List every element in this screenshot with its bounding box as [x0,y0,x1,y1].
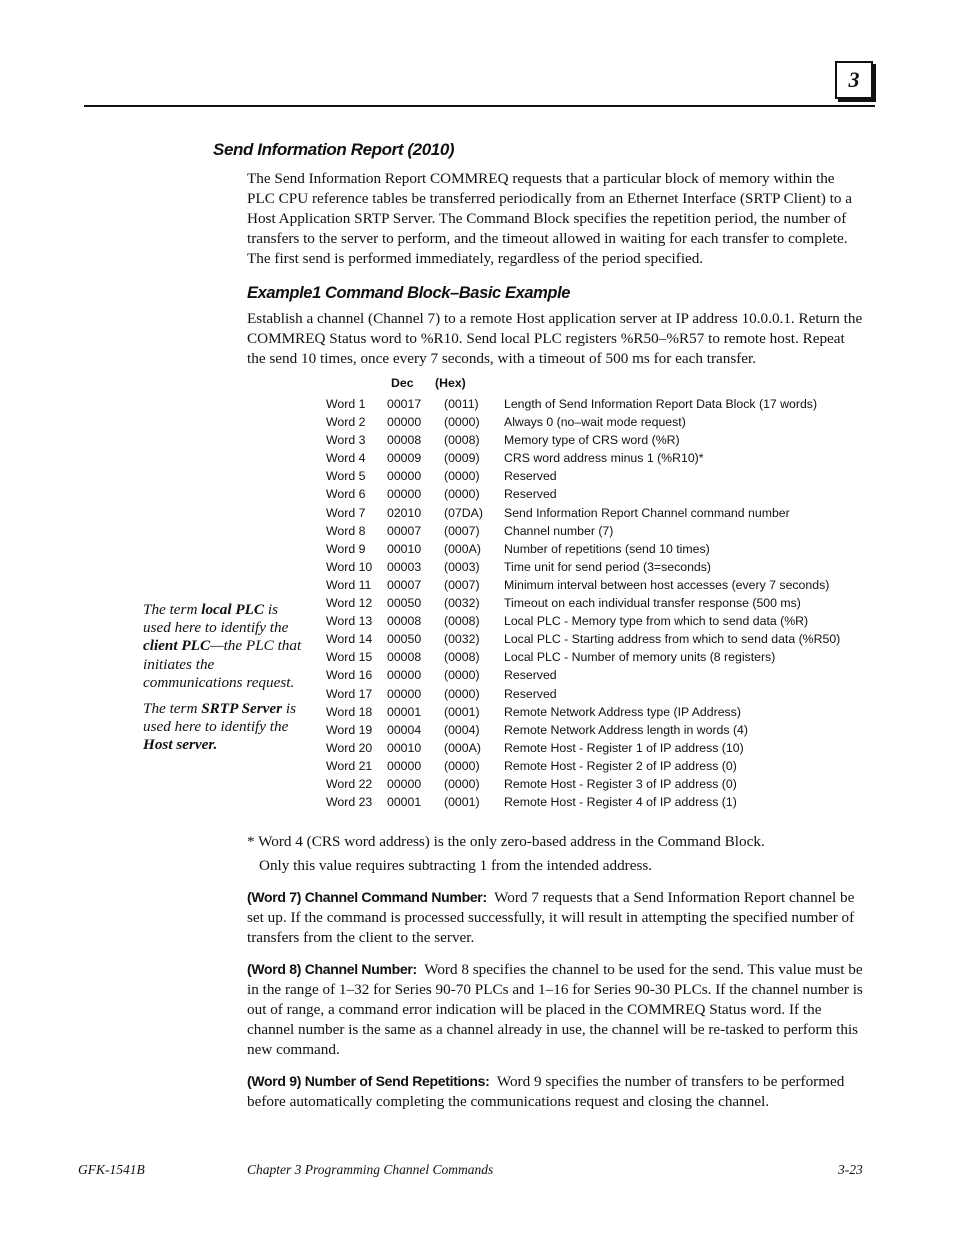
table-row [326,449,886,467]
word-cell: Word 4 [326,451,366,466]
word-cell: Word 2 [326,415,366,430]
table-row [326,504,886,522]
description-cell: Reserved [504,686,557,701]
word-cell: Word 10 [326,559,373,574]
word9-text: Word 9 specifies the number of transfers to be performed before automatically completing the communications request and closing the channel. [247,1073,845,1110]
description-cell: Minimum interval between host accesses (every 7 seconds) [504,577,830,592]
dec-cell: 00010 [387,541,422,556]
dec-cell: 00000 [387,487,422,502]
dec-cell: 00000 [387,668,422,683]
dec-cell: 00001 [387,704,422,719]
word-cell: Word 17 [326,686,373,701]
hex-cell: (0000) [444,415,480,430]
table-row [326,485,886,503]
dec-cell: 00001 [387,795,422,810]
command-block-rows [326,395,886,811]
hex-cell: (000A) [444,541,481,556]
example-title: Example1 Command Block–Basic Example [247,284,571,302]
table-row [326,757,886,775]
hex-cell: (0001) [444,795,480,810]
hex-cell: (0032) [444,596,480,611]
section-intro: The Send Information Report COMMREQ requests that a particular block of memory within the PLC CPU reference tables be transferred periodically from an Ethernet Interface (SRTP Client) to a Host Application SRTP Server. The Command Block specifies the repetition period, the number of transfers to the server to perform, and the timeout allowed in waiting for each transfer to complete. The first send is performed immediately, regardless of the period specified. [247,170,852,267]
table-row [326,413,886,431]
table-row [326,739,886,757]
table-row [326,612,886,630]
chapter-number-tab: 3 [835,61,873,99]
hex-cell: (0000) [444,668,480,683]
hex-cell: (0000) [444,758,480,773]
hex-cell: (0000) [444,686,480,701]
word-cell: Word 3 [326,433,366,448]
word8-label: (Word 8) Channel Number: [247,961,417,977]
dec-cell: 00000 [387,469,422,484]
description-cell: Memory type of CRS word (%R) [504,433,680,448]
word-cell: Word 13 [326,614,373,629]
word-cell: Word 16 [326,668,373,683]
word-cell: Word 6 [326,487,366,502]
word-cell: Word 9 [326,541,366,556]
dec-cell: 00008 [387,433,422,448]
word-cell: Word 1 [326,397,366,411]
dec-cell: 00050 [387,632,422,647]
footer-page-number: 3-23 [838,1162,863,1177]
hex-cell: (0011) [444,397,479,411]
table-row [326,630,886,648]
hex-cell: (07DA) [444,505,483,520]
word-cell: Word 11 [326,577,372,592]
description-cell: Remote Host - Register 4 of IP address (1) [504,795,737,810]
example-text: Establish a channel (Channel 7) to a remote Host application server at IP address 10.0.0.1. Return the COMMREQ Status word to %R10. Send local PLC registers %R50–%R57 to remote host. Repeat the send 10 times, once every 7 seconds, with a timeout of 500 ms for each transfer. [247,310,863,367]
table-row [326,467,886,485]
word-cell: Word 7 [326,505,366,520]
description-cell: Send Information Report Channel command number [504,505,790,520]
description-cell: CRS word address minus 1 (%R10)* [504,451,704,466]
description-cell: Local PLC - Starting address from which to send data (%R50) [504,632,841,647]
description-cell: Number of repetitions (send 10 times) [504,541,710,556]
footnote-line-1: * Word 4 (CRS word address) is the only zero-based address in the Command Block. [247,833,765,850]
hex-cell: (0003) [444,559,480,574]
table-row [326,431,886,449]
header-rule [84,105,875,107]
description-cell: Always 0 (no–wait mode request) [504,415,686,430]
dec-cell: 00017 [387,397,422,411]
hex-cell: (0008) [444,433,480,448]
dec-cell: 02010 [387,505,422,520]
dec-cell: 00000 [387,415,422,430]
table-row [326,558,886,576]
description-cell: Reserved [504,469,557,484]
dec-cell: 00007 [387,577,422,592]
hex-cell: (0008) [444,614,480,629]
word9-label: (Word 9) Number of Send Repetitions: [247,1073,490,1089]
word-cell: Word 21 [326,758,373,773]
description-cell: Reserved [504,668,557,683]
dec-cell: 00007 [387,523,422,538]
description-cell: Remote Network Address length in words (4) [504,722,748,737]
table-row [326,522,886,540]
dec-cell: 00008 [387,614,422,629]
word-cell: Word 5 [326,469,366,484]
dec-cell: 00009 [387,451,422,466]
word8-paragraph [247,959,863,1060]
hex-cell: (0032) [444,632,480,647]
description-cell: Reserved [504,487,557,502]
table-row [326,793,886,811]
description-cell: Remote Host - Register 1 of IP address (10) [504,740,744,755]
word-cell: Word 8 [326,523,366,538]
hex-cell: (0007) [444,577,480,592]
word-cell: Word 18 [326,704,373,719]
word8-text: Word 8 specifies the channel to be used for the send. This value must be in the range of 1–32 for Series 90-70 PLCs and 1–16 for Series 90-30 PLCs. If the channel number is out of range, a command error indication will be placed in the COMMREQ Status word. If the channel number is the same as a channel already in use, the channel will be re-tasked to perform this new command. [247,961,863,1058]
dec-cell: 00008 [387,650,422,665]
word-cell: Word 23 [326,795,373,810]
margin-note [143,601,303,763]
word9-paragraph [247,1071,863,1112]
description-cell: Remote Host - Register 3 of IP address (0) [504,776,737,791]
dec-cell: 00000 [387,758,422,773]
table-row [326,721,886,739]
hex-column-header: (Hex) [435,376,466,390]
margin-note-srtp-server: The term SRTP Server is used here to identify the Host server. [143,700,297,754]
word-cell: Word 15 [326,650,373,665]
table-row [326,576,886,594]
hex-cell: (0004) [444,722,480,737]
hex-cell: (0000) [444,487,480,502]
section-title: Send Information Report (2010) [213,140,455,159]
word7-text: Word 7 requests that a Send Information Report channel be set up. If the command is processed successfully, it will result in attempting the specified number of transfers from the client to the server. [247,889,855,946]
dec-cell: 00003 [387,559,422,574]
word-cell: Word 12 [326,596,373,611]
table-row [326,666,886,684]
table-row [326,775,886,793]
word-cell: Word 14 [326,632,373,647]
word7-paragraph [247,887,863,948]
description-cell: Remote Network Address type (IP Address) [504,704,741,719]
table-row [326,703,886,721]
table-row [326,395,886,413]
word-cell: Word 22 [326,776,373,791]
table-row [326,540,886,558]
dec-cell: 00000 [387,686,422,701]
footer-chapter: Chapter 3 Programming Channel Commands [247,1162,494,1177]
dec-cell: 00004 [387,722,422,737]
description-cell: Channel number (7) [504,523,614,538]
dec-cell: 00010 [387,740,422,755]
word-cell: Word 20 [326,740,373,755]
description-cell: Timeout on each individual transfer response (500 ms) [504,596,801,611]
footer-doc-number: GFK-1541B [78,1162,145,1177]
margin-note-local-plc: The term local PLC is used here to identify the client PLC—the PLC that initiates the communications request. [143,601,302,691]
hex-cell: (0007) [444,523,480,538]
hex-cell: (0008) [444,650,480,665]
hex-cell: (0009) [444,451,480,466]
table-row [326,685,886,703]
hex-cell: (0001) [444,704,480,719]
table-row [326,648,886,666]
dec-cell: 00000 [387,776,422,791]
description-cell: Remote Host - Register 2 of IP address (0) [504,758,737,773]
description-cell: Local PLC - Number of memory units (8 registers) [504,650,776,665]
table-row [326,594,886,612]
description-cell: Local PLC - Memory type from which to send data (%R) [504,614,809,629]
description-cell: Time unit for send period (3=seconds) [504,559,711,574]
hex-cell: (0000) [444,469,480,484]
description-cell: Length of Send Information Report Data Block (17 words) [504,397,818,411]
word-cell: Word 19 [326,722,373,737]
footnote-line-2: Only this value requires subtracting 1 from the intended address. [259,857,653,874]
word7-label: (Word 7) Channel Command Number: [247,889,487,905]
hex-cell: (000A) [444,740,481,755]
dec-column-header: Dec [391,376,414,390]
hex-cell: (0000) [444,776,480,791]
dec-cell: 00050 [387,596,422,611]
